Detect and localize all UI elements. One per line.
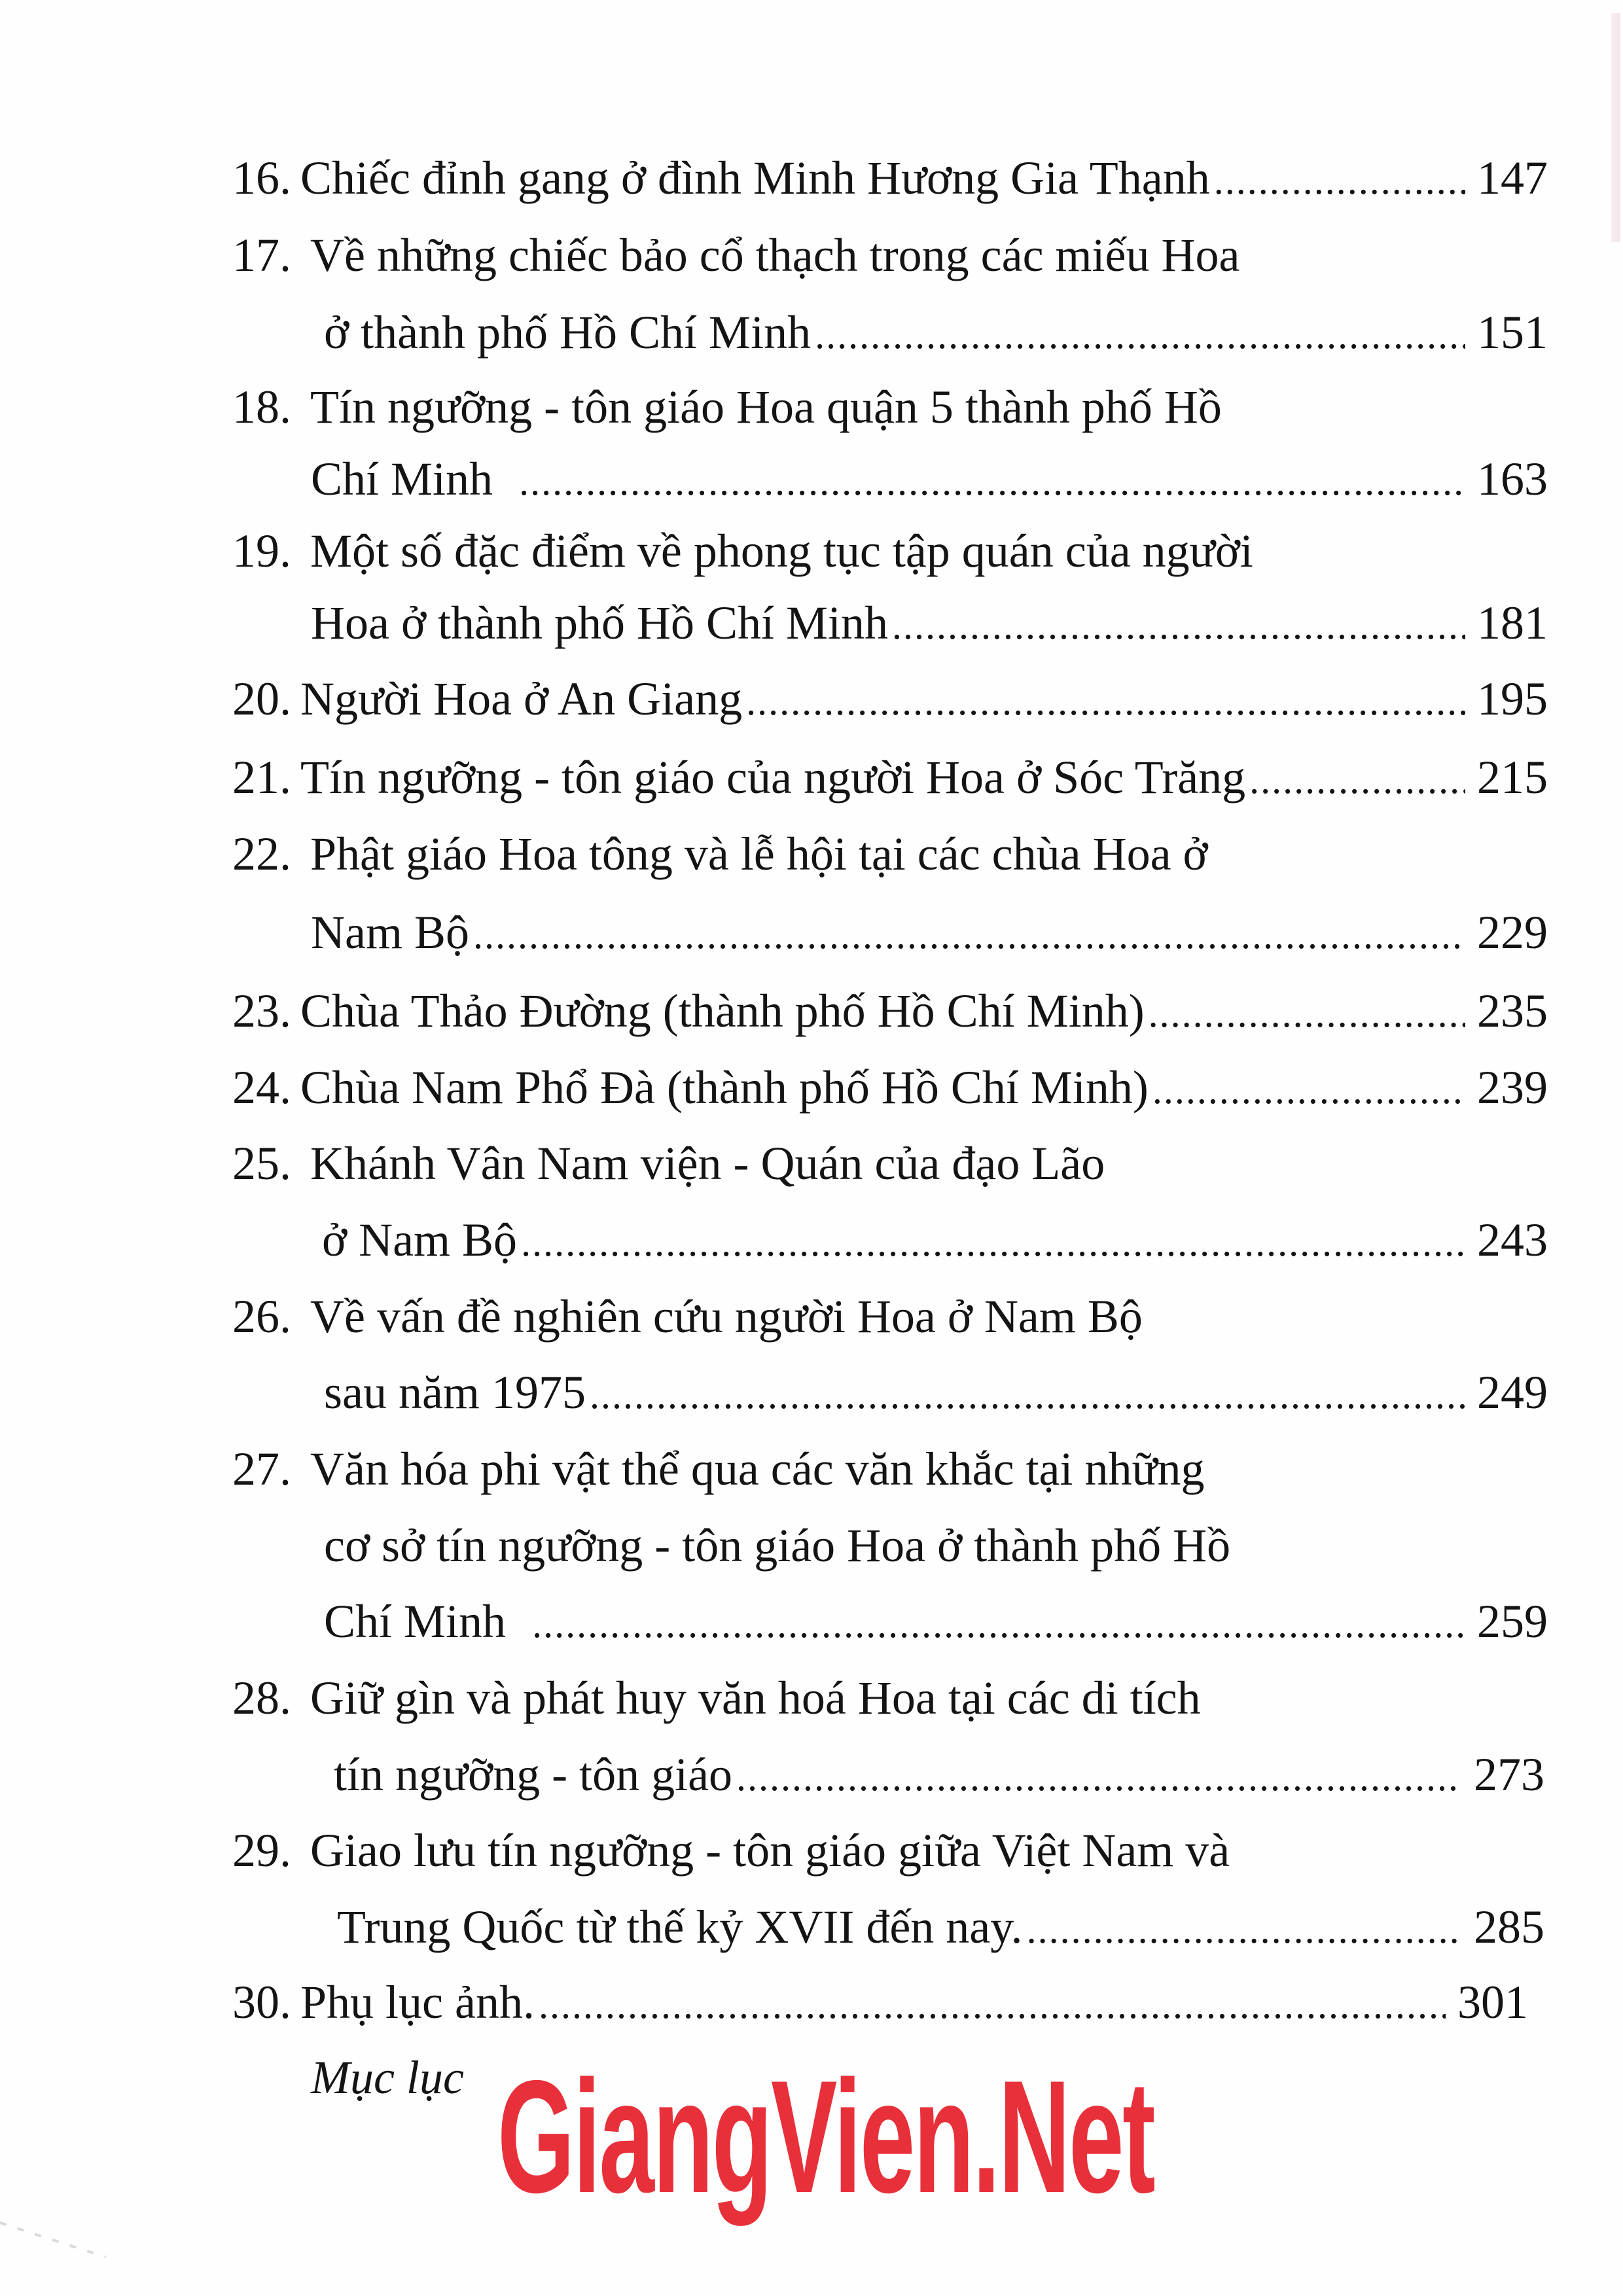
entry-number: 18. (232, 381, 291, 433)
toc-entry-18[interactable] (232, 374, 1548, 440)
entry-number: 26. (232, 1290, 291, 1343)
toc-entry-28[interactable] (232, 1665, 1548, 1731)
entry-title-cont: Nam Bộ (311, 906, 469, 959)
entry-number: 23. (232, 985, 291, 1037)
dot-leader (1249, 747, 1465, 813)
entry-number: 29. (232, 1824, 291, 1877)
toc-entry-25[interactable] (232, 1131, 1548, 1196)
toc-entry-26[interactable] (232, 1284, 1548, 1349)
toc-entry-20[interactable] (232, 666, 1548, 732)
entry-title-cont: Trung Quốc từ thế kỷ XVII đến nay. (337, 1901, 1023, 1953)
dot-leader (473, 902, 1465, 968)
dot-leader (521, 1210, 1465, 1275)
entry-title: Chùa Nam Phổ Đà (thành phố Hồ Chí Minh) (300, 1061, 1149, 1114)
entry-title: Khánh Vân Nam viện - Quán của đạo Lão (310, 1137, 1105, 1190)
toc-entry-27-cont-1[interactable] (324, 1513, 1548, 1578)
entry-title: Một số đặc điểm về phong tục tập quán của người (310, 525, 1253, 577)
dot-leader (532, 1591, 1465, 1657)
entry-page: 239 (1477, 1061, 1548, 1114)
toc-entry-19[interactable] (232, 518, 1548, 584)
entry-page: 273 (1474, 1748, 1544, 1801)
toc-entry-22-cont[interactable] (311, 900, 1548, 965)
toc-entry-22[interactable] (232, 821, 1548, 887)
entry-number: 24. (232, 1061, 291, 1114)
entry-page: 163 (1477, 453, 1548, 505)
entry-title: Tín ngưỡng - tôn giáo Hoa quận 5 thành phố Hồ (310, 381, 1222, 433)
toc-entry-25-cont[interactable] (322, 1207, 1548, 1273)
entry-page: 151 (1477, 306, 1548, 359)
entry-number: 25. (232, 1137, 291, 1190)
toc-entry-19-cont[interactable] (311, 590, 1548, 656)
entry-page: 249 (1477, 1366, 1548, 1419)
entry-page: 259 (1477, 1595, 1548, 1648)
entry-number: 22. (232, 828, 291, 880)
entry-number: 27. (232, 1443, 291, 1495)
dot-leader (892, 593, 1465, 658)
entry-page: 285 (1474, 1901, 1544, 1953)
dot-leader (1152, 1057, 1465, 1123)
toc-entry-23[interactable] (232, 978, 1548, 1044)
entry-title: Chiếc đỉnh gang ở đình Minh Hương Gia Thạnh (300, 152, 1210, 204)
entry-page: 147 (1477, 152, 1548, 204)
entry-title: Người Hoa ở An Giang (300, 673, 743, 725)
page-edge-shadow (1611, 13, 1620, 242)
entry-number: 20. (232, 673, 291, 725)
entry-title: Phụ lục ảnh. (300, 1976, 535, 2028)
toc-entry-17-cont[interactable] (324, 300, 1548, 365)
entry-title: Chùa Thảo Đường (thành phố Hồ Chí Minh) (300, 985, 1145, 1037)
toc-entry-17[interactable] (232, 222, 1548, 288)
entry-title: Tín ngưỡng - tôn giáo của người Hoa ở Sóc Trăng (300, 751, 1246, 804)
toc-entry-30[interactable] (232, 1969, 1528, 2035)
entry-number: 19. (232, 525, 291, 577)
entry-title-cont: Chí Minh (311, 453, 493, 505)
dot-leader (736, 1744, 1462, 1810)
toc-entry-24[interactable] (232, 1055, 1548, 1120)
entry-page: 235 (1477, 985, 1548, 1037)
entry-title: Giữ gìn và phát huy văn hoá Hoa tại các di tích (310, 1672, 1201, 1724)
toc-entry-21[interactable] (232, 745, 1548, 810)
dot-leader (539, 1972, 1446, 2038)
entry-title-cont: ở thành phố Hồ Chí Minh (324, 306, 812, 359)
entry-page: 181 (1477, 597, 1548, 649)
entry-title: Về vấn đề nghiên cứu người Hoa ở Nam Bộ (310, 1290, 1143, 1343)
entry-page: 215 (1477, 751, 1548, 804)
entry-title-cont: sau năm 1975 (324, 1366, 586, 1419)
entry-title-cont: Hoa ở thành phố Hồ Chí Minh (311, 597, 889, 649)
toc-entry-18-cont[interactable] (311, 446, 1548, 512)
toc-entry-16[interactable] (232, 145, 1548, 211)
dot-leader (590, 1362, 1465, 1428)
entry-number: 28. (232, 1672, 291, 1724)
entry-page: 229 (1477, 906, 1548, 959)
entry-number: 17. (232, 229, 291, 281)
dot-leader (746, 669, 1465, 734)
entry-page: 195 (1477, 673, 1548, 725)
watermark-logo: GiangVien.Net (497, 2047, 1154, 2226)
entry-title-cont: ở Nam Bộ (322, 1214, 518, 1266)
toc-entry-27[interactable] (232, 1436, 1548, 1502)
toc-entry-27-cont-2[interactable] (324, 1589, 1548, 1654)
entry-title: Giao lưu tín ngưỡng - tôn giáo giữa Việt Nam và (310, 1824, 1230, 1877)
dot-leader (1149, 981, 1465, 1046)
dot-leader (815, 302, 1465, 368)
running-footer-muc-luc: Mục lục (311, 2051, 464, 2104)
entry-page: 301 (1457, 1976, 1528, 2028)
scan-artifact (0, 2221, 106, 2258)
toc-entry-26-cont[interactable] (324, 1360, 1548, 1425)
dot-leader (1027, 1897, 1462, 1962)
dot-leader (1214, 148, 1465, 213)
entry-page: 243 (1477, 1214, 1548, 1266)
entry-title-cont: Chí Minh (324, 1595, 507, 1648)
toc-entry-29-cont[interactable] (337, 1894, 1544, 1960)
entry-title: Phật giáo Hoa tông và lễ hội tại các chùa Hoa ở (310, 828, 1208, 880)
entry-title-cont: cơ sở tín ngưỡng - tôn giáo Hoa ở thành phố Hồ (324, 1519, 1231, 1572)
entry-number: 21. (232, 751, 291, 804)
entry-title: Văn hóa phi vật thể qua các văn khắc tại những (310, 1443, 1205, 1495)
toc-entry-29[interactable] (232, 1818, 1548, 1883)
entry-title-cont: tín ngưỡng - tôn giáo (334, 1748, 733, 1801)
entry-number: 30. (232, 1976, 291, 2028)
entry-number: 16. (232, 152, 291, 204)
dot-leader (519, 449, 1465, 514)
entry-title: Về những chiếc bảo cổ thạch trong các miếu Hoa (310, 229, 1240, 281)
toc-entry-28-cont[interactable] (334, 1742, 1544, 1807)
